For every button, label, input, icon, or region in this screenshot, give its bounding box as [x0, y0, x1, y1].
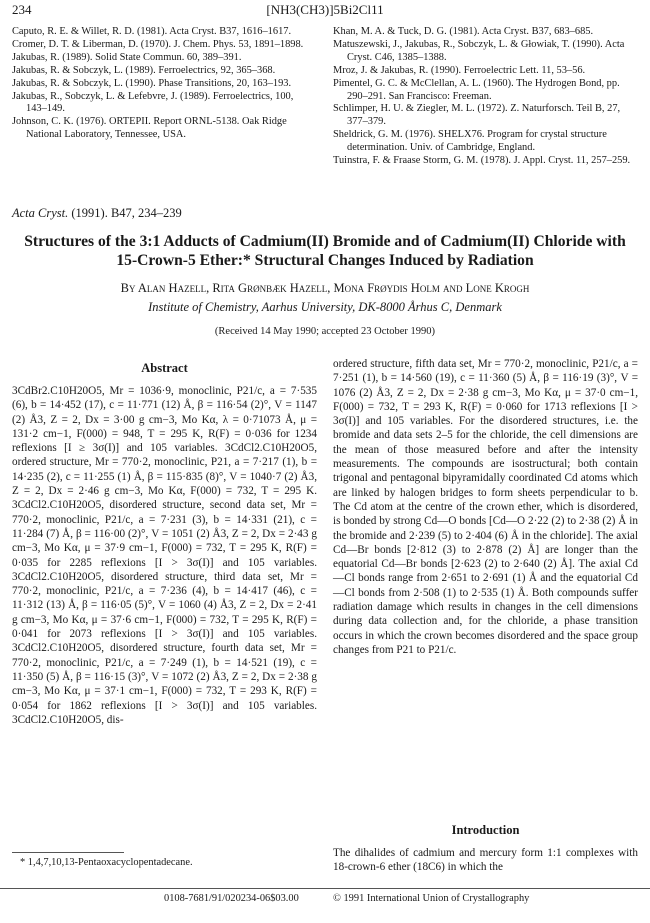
reference-item: Jakubas, R. (1989). Solid State Commun. 60, 389–391.: [12, 51, 242, 63]
reference-item: Jakubas, R. & Sobczyk, L. (1990). Phase Transitions, 20, 163–193.: [12, 77, 292, 89]
reference-item: Khan, M. A. & Tuck, D. G. (1981). Acta Cryst. B37, 683–685.: [333, 26, 594, 37]
journal-name: Acta Cryst.: [12, 206, 69, 220]
reference-item: Pimentel, G. C. & McClellan, A. L. (1960). The Hydrogen Bond, pp. 290–291. San Francisco: Freeman.: [333, 77, 620, 102]
author-affiliation: Institute of Chemistry, Aarhus University, DK-8000 Århus C, Denmark: [148, 300, 502, 314]
references-left-column: [12, 26, 310, 142]
reference-item: Schlimper, H. U. & Ziegler, M. L. (1972). Z. Naturforsch. Teil B, 27, 377–379.: [333, 103, 621, 128]
introduction-heading: Introduction: [451, 823, 520, 837]
introduction-text: The dihalides of cadmium and mercury form 1:1 complexes with 18-crown-6 ether (18C6) in which the: [333, 847, 638, 874]
reference-item: Caputo, R. E. & Willet, R. D. (1981). Acta Cryst. B37, 1616–1617.: [12, 26, 292, 37]
journal-volume-pages: (1991). B47, 234–239: [71, 206, 182, 220]
page-number: 234: [12, 2, 32, 17]
footnote: * 1,4,7,10,13-Pentaoxacyclopentadecane.: [20, 857, 193, 868]
copyright-notice: © 1991 International Union of Crystallography: [333, 893, 530, 904]
journal-citation: [12, 206, 182, 221]
abstract-text-right: ordered structure, fifth data set, Mr = 770·2, monoclinic, P21/c, a = 7·251 (1), b = 14·560 (19), c = 11·360 (5) Å, β = 116·19 (3)°, V = 1076 (2) Å3, Z = 2, Dx = 2·38 g cm−3, Mo Kα, μ = 37·0 cm−1, F(000) = 732, T = 293 K, R(F) = 0·060 for 1713 reflexions [I > 3σ(I)] and 105 variables. For the disordered structures, i.e. the bromide and data sets 2–5 for the chloride, the cell dimensions are the mean of those measured before and after the intensity measurements. The compounds are isostructural; both contain trigonal and pentagonal bipyramidally coordinated Cd atoms which are linked by halogen bridges to form sheets perpendicular to b. The Cd atom at the centre of the crown ether, which is disordered, is bonded by strong Cd—O bonds [Cd—O 2·22 (2) to 2·38 (2) Å in the bromide and 2·239 (5) to 2·404 (6) Å in the chloride]. The axial Cd—Br bonds [2·812 (3) to 2·878 (2) Å] are longer than the equatorial Cd—Br bonds [2·623 (2) to 2·640 (2) Å]. The axial Cd—Cl bonds range from 2·651 to 2·691 (1) Å and the equatorial Cd—Cl bonds from 2·508 (1) to 2·535 (1) Å. Both compounds suffer radiation damage which results in changes in the cell dimensions during data collection and, for the chloride, a phase transition occurs in which the crown becomes disordered and the space group changes from P21 to P21/c.: [333, 358, 638, 656]
reference-item: Jakubas, R. & Sobczyk, L. (1989). Ferroelectrics, 92, 365–368.: [12, 64, 276, 76]
reference-item: Mroz, J. & Jakubas, R. (1990). Ferroelectric Lett. 11, 53–56.: [333, 64, 586, 76]
abstract-text-left: 3CdBr2.C10H20O5, Mr = 1036·9, monoclinic, P21/c, a = 7·535 (6), b = 14·452 (17), c = 11·771 (12) Å, β = 116·54 (2)°, V = 1147 (2) Å3, Z = 2, Dx = 3·00 g cm−3, Mo Kα, λ = 0·71073 Å, μ = 131·2 cm−1, F(000) = 948, T = 295 K, R(F) = 0·036 for 1234 reflexions [I ≥ 3σ(I)] and 105 variables. 3CdCl2.C10H20O5, ordered structure, Mr = 770·2, monoclinic, P21, a = 7·217 (1), b = 14·235 (2), c = 11·255 (1) Å, β = 115·835 (8)°, V = 1040·7 (2) Å3, Z = 2, Dx = 2·46 g cm−3, Mo Kα, F(000) = 732, T = 295 K. 3CdCl2.C10H20O5, disordered structure, second data set, Mr = 770·2, monoclinic, P21/c, a = 7·231 (3), b = 14·331 (21), c = 11·284 (7) Å, β = 116·00 (2)°, V = 1051 (2) Å3, Z = 2, Dx = 2·43 g cm−3, Mo Kα, μ = 37·9 cm−1, F(000) = 732, T = 295 K, R(F) = 0·035 for 2285 reflexions [I > 3σ(I)] and 105 variables. 3CdCl2.C10H20O5, disordered structure, third data set, Mr = 770·2, monoclinic, P21/c, a = 7·236 (4), b = 14·417 (46), c = 11·312 (13) Å, β = 116·05 (5)°, V = 1060 (4) Å3, Z = 2, Dx = 2·41 g cm−3, Mo Kα, μ = 37·6 cm−1, F(000) = 732, T = 295 K, R(F) = 0·041 for 2073 reflexions [I > 3σ(I)] and 105 variables. 3CdCl2.C10H20O5, disordered structure, fourth data set, Mr = 770·2, monoclinic, P21/c, a = 7·249 (1), b = 14·521 (19), c = 11·350 (5) Å, β = 116·15 (3)°, V = 1072 (2) Å3, Z = 2, Dx = 2·38 g cm−3, Mo Kα, μ = 37·1 cm−1, F(000) = 732, T = 293 K, R(F) = 0·054 for 1862 reflexions [I > 3σ(I)] and 105 variables. 3CdCl2.C10H20O5, dis-: [12, 385, 317, 726]
reference-item: Cromer, D. T. & Liberman, D. (1970). J. Chem. Phys. 53, 1891–1898.: [12, 38, 304, 50]
article-authors: By Alan Hazell, Rita Grønbæk Hazell, Mona Frøydis Holm and Lone Krogh: [120, 281, 530, 295]
references-right-column: [333, 26, 638, 168]
reference-item: Sheldrick, G. M. (1976). SHELX76. Program for crystal structure determination. Univ. of Cambridge, England.: [333, 129, 607, 154]
received-dates: (Received 14 May 1990; accepted 23 October 1990): [214, 326, 436, 337]
reference-item: Johnson, C. K. (1976). ORTEPII. Report ORNL-5138. Oak Ridge National Laboratory, Tennessee, USA.: [12, 116, 287, 141]
issn-code: 0108-7681/91/020234-06$03.00: [164, 893, 299, 904]
reference-item: Matuszewski, J., Jakubas, R., Sobczyk, L. & Głowiak, T. (1990). Acta Cryst. C46, 1385–1388.: [333, 38, 625, 63]
abstract-heading: Abstract: [141, 361, 188, 375]
reference-item: Jakubas, R., Sobczyk, L. & Lefebvre, J. (1989). Ferroelectrics, 100, 143–149.: [12, 90, 294, 115]
article-title: Structures of the 3:1 Adducts of Cadmium(II) Bromide and of Cadmium(II) Chloride with 15-Crown-5 Ether:* Structural Changes Induced by Radiation: [24, 233, 626, 269]
footnote-divider: [12, 852, 124, 853]
running-head: [NH3(CH3)]5Bi2Cl11: [266, 2, 384, 17]
reference-item: Tuinstra, F. & Fraase Storm, G. M. (1978). J. Appl. Cryst. 11, 257–259.: [333, 155, 631, 167]
footer-divider: [0, 888, 650, 889]
